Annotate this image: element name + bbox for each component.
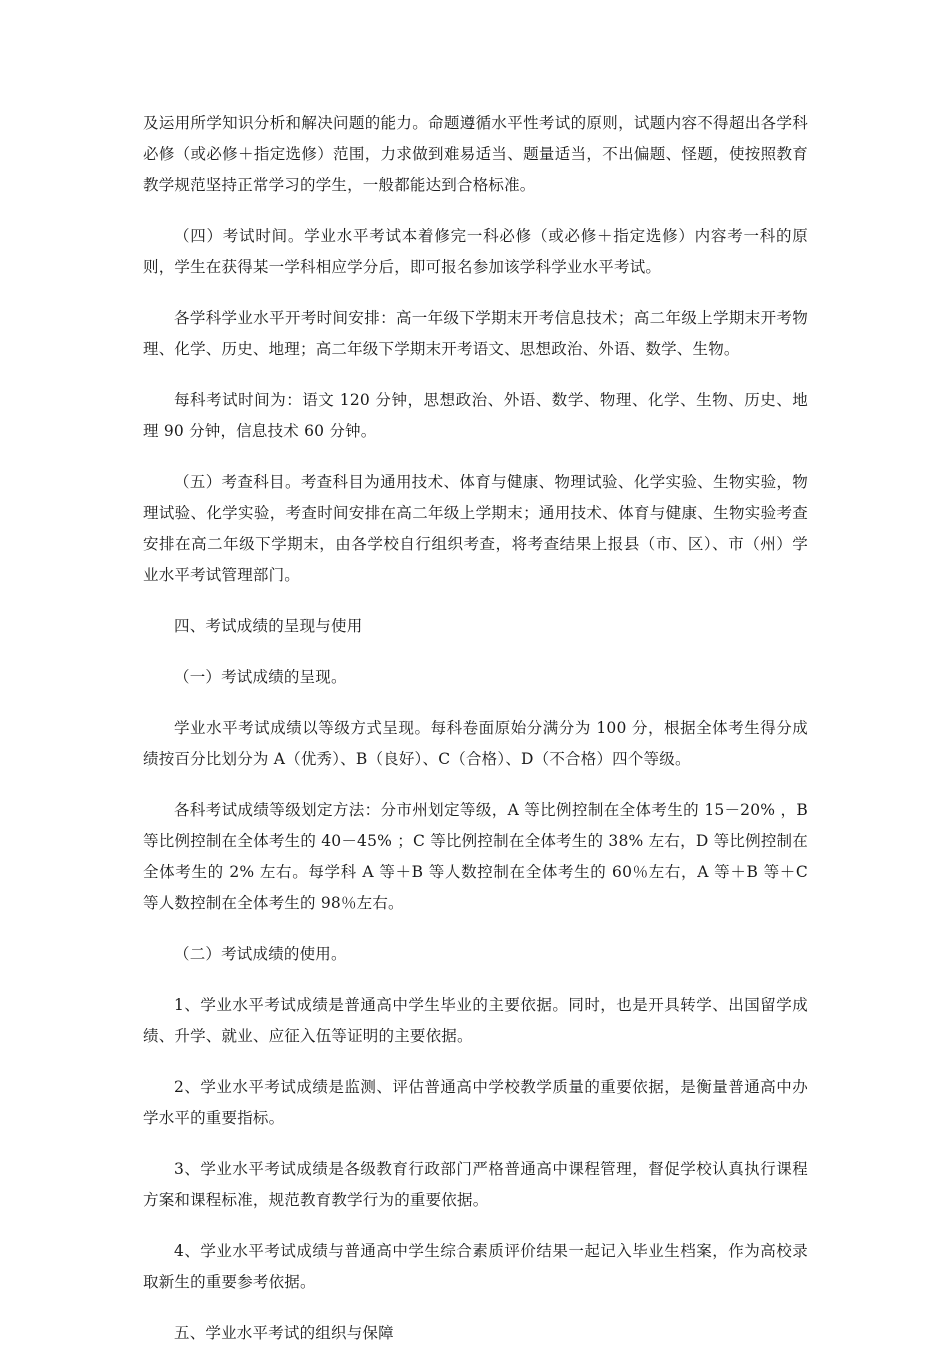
- paragraph-exam-duration: 每科考试时间为：语文 120 分钟，思想政治、外语、数学、物理、化学、生物、历史、地理 90 分钟，信息技术 60 分钟。: [143, 391, 808, 440]
- paragraph-exam-time: （四）考试时间。学业水平考试本着修完一科必修（或必修＋指定选修）内容考一科的原则，学生在获得某一学科相应学分后，即可报名参加该学科学业水平考试。: [143, 227, 808, 276]
- document-page: [143, 108, 808, 1369]
- subsection-heading-presentation: （一）考试成绩的呈现。: [174, 668, 347, 686]
- paragraph-grade-levels: 学业水平考试成绩以等级方式呈现。每科卷面原始分满分为 100 分，根据全体考生得分成绩按百分比划分为 A（优秀）、B（良好）、C（合格）、D（不合格）四个等级。: [143, 719, 808, 768]
- paragraph-exam-principles: 及运用所学知识分析和解决问题的能力。命题遵循水平性考试的原则，试题内容不得超出各学科必修（或必修＋指定选修）范围，力求做到难易适当、题量适当，不出偏题、怪题，使按照教育教学规范坚持正常学习的学生，一般都能达到合格标准。: [143, 114, 808, 194]
- subsection-heading-usage: （二）考试成绩的使用。: [174, 945, 347, 963]
- paragraph-assessment-subjects: （五）考查科目。考查科目为通用技术、体育与健康、物理试验、化学实验、生物实验，物理试验、化学实验，考查时间安排在高二年级上学期末；通用技术、体育与健康、生物实验考查安排在高二年级下学期末，由各学校自行组织考查，将考查结果上报县（市、区）、市（州）学业水平考试管理部门。: [143, 473, 808, 584]
- section-heading-results: 四、考试成绩的呈现与使用: [174, 617, 363, 635]
- list-item-usage-2: 2、学业水平考试成绩是监测、评估普通高中学校教学质量的重要依据，是衡量普通高中办学水平的重要指标。: [143, 1078, 808, 1127]
- list-item-usage-4: 4、学业水平考试成绩与普通高中学生综合素质评价结果一起记入毕业生档案，作为高校录取新生的重要参考依据。: [143, 1242, 808, 1291]
- list-item-usage-1: 1、学业水平考试成绩是普通高中学生毕业的主要依据。同时，也是开具转学、出国留学成绩、升学、就业、应征入伍等证明的主要依据。: [143, 996, 808, 1045]
- section-heading-organization: 五、学业水平考试的组织与保障: [174, 1324, 394, 1342]
- list-item-usage-3: 3、学业水平考试成绩是各级教育行政部门严格普通高中课程管理，督促学校认真执行课程方案和课程标准，规范教育教学行为的重要依据。: [143, 1160, 808, 1209]
- paragraph-exam-schedule: 各学科学业水平开考时间安排：高一年级下学期末开考信息技术；高二年级上学期末开考物理、化学、历史、地理；高二年级下学期末开考语文、思想政治、外语、数学、生物。: [143, 309, 808, 358]
- paragraph-grade-method: 各科考试成绩等级划定方法：分市州划定等级，A 等比例控制在全体考生的 15－20% ，B 等比例控制在全体考生的 40－45% ；C 等比例控制在全体考生的 38% 左右，D 等比例控制在全体考生的 2% 左右。每学科 A 等＋B 等人数控制在全体考生的 60％左右，A 等＋B 等＋C 等人数控制在全体考生的 98％左右。: [143, 801, 808, 912]
